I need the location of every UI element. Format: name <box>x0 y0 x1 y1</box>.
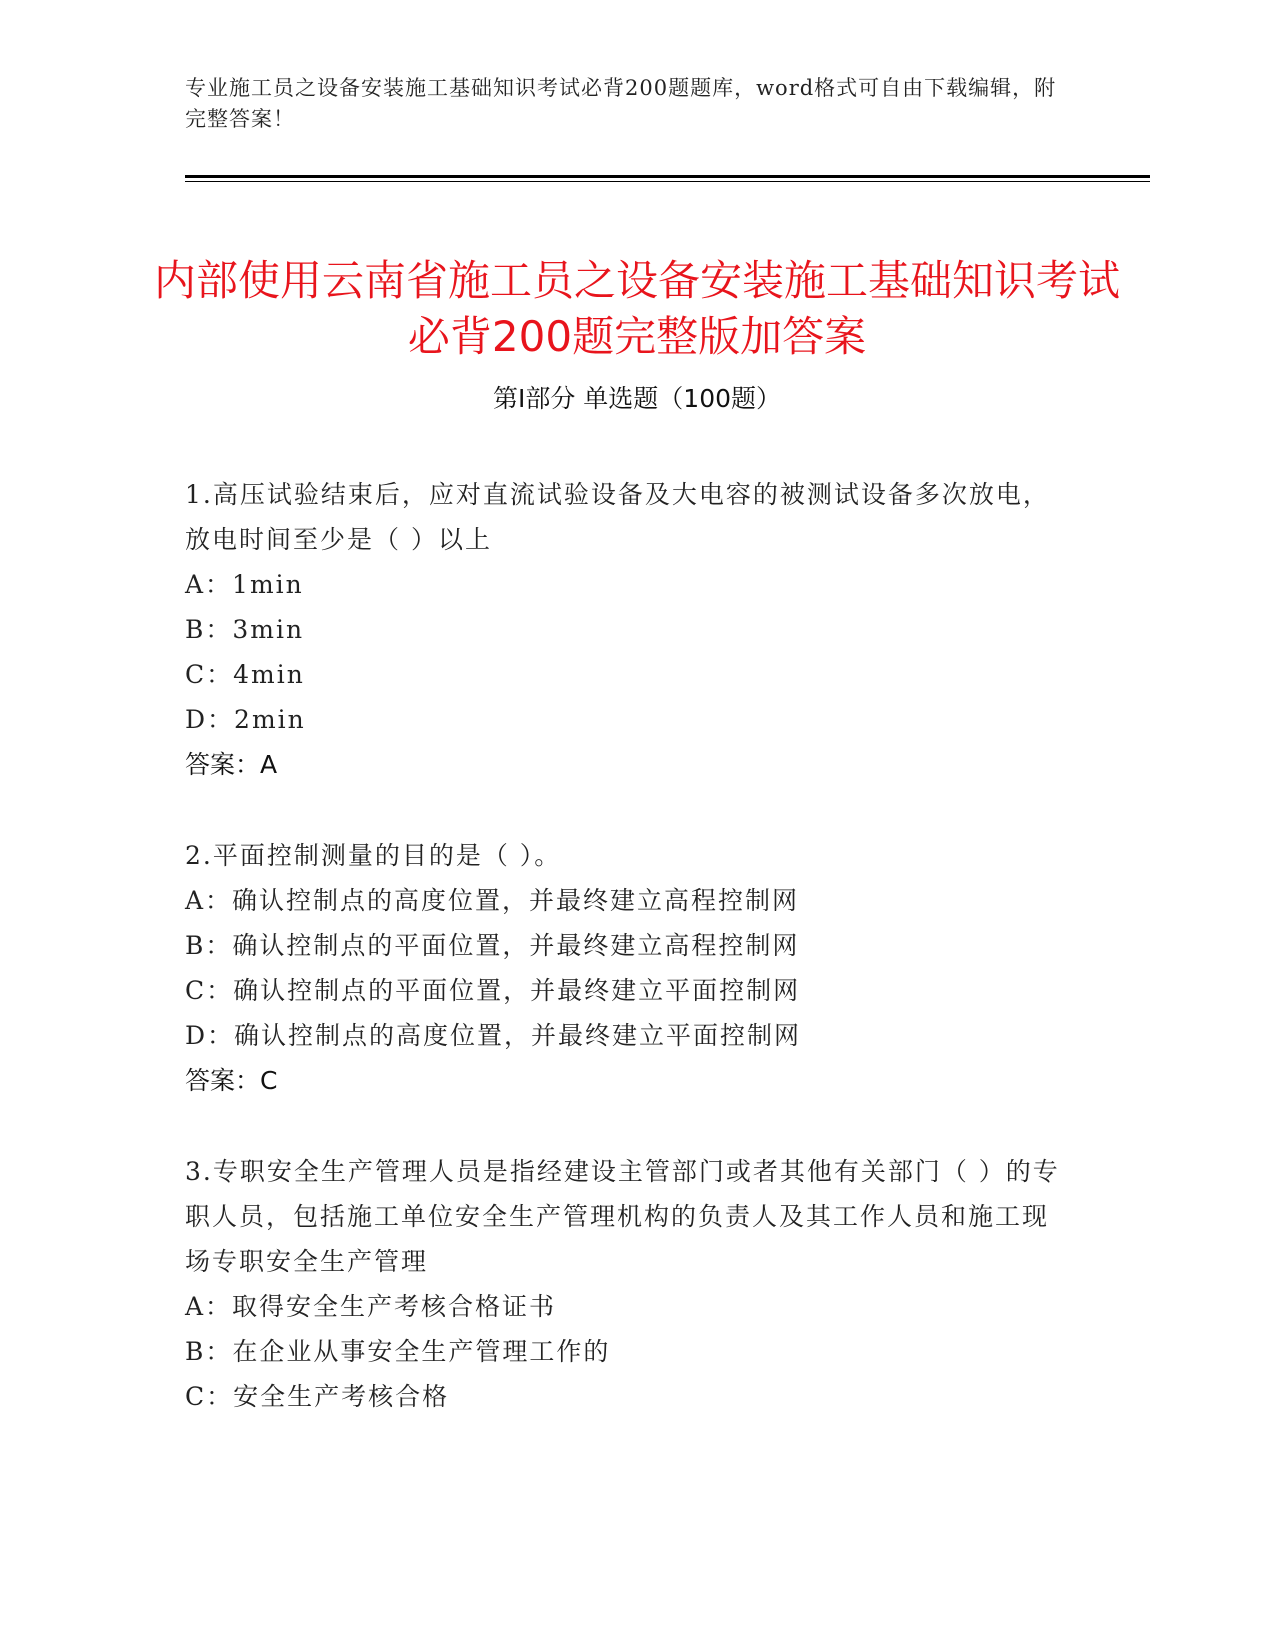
option-c: C：安全生产考核合格 <box>185 1382 450 1411</box>
option-c: C：确认控制点的平面位置，并最终建立平面控制网 <box>185 976 801 1005</box>
option-b: B：确认控制点的平面位置，并最终建立高程控制网 <box>185 931 800 960</box>
answer: 答案：C <box>185 1066 278 1095</box>
answer: 答案：A <box>185 750 278 779</box>
header-divider-thick <box>185 175 1150 178</box>
option-d: D：确认控制点的高度位置，并最终建立平面控制网 <box>185 1021 802 1050</box>
option-b: B：3min <box>185 615 305 644</box>
option-a: A：取得安全生产考核合格证书 <box>185 1292 557 1321</box>
question-stem: 3.专职安全生产管理人员是指经建设主管部门或者其他有关部门（ ）的专职人员，包括施工单位安全生产管理机构的负责人及其工作人员和施工现场专职安全生产管理 <box>185 1157 1060 1276</box>
header-note: 专业施工员之设备安装施工基础知识考试必背200题题库，word格式可自由下载编辑，附完整答案！ <box>185 76 1057 131</box>
option-b: B：在企业从事安全生产管理工作的 <box>185 1337 611 1366</box>
document-title: 内部使用云南省施工员之设备安装施工基础知识考试必背200题完整版加答案 <box>153 256 1120 362</box>
option-d: D：2min <box>185 705 306 734</box>
option-a: A：确认控制点的高度位置，并最终建立高程控制网 <box>185 886 800 915</box>
question-2 <box>185 833 1065 1103</box>
option-a: A：1min <box>185 570 304 599</box>
question-stem: 2.平面控制测量的目的是（ ）。 <box>185 841 562 870</box>
question-1 <box>185 472 1065 787</box>
question-list <box>185 472 1065 1465</box>
section-heading: 第Ⅰ部分 单选题（100题） <box>492 384 782 413</box>
question-3 <box>185 1149 1065 1419</box>
header-divider-thin <box>185 181 1150 182</box>
option-c: C：4min <box>185 660 305 689</box>
question-stem: 1.高压试验结束后，应对直流试验设备及大电容的被测试设备多次放电，放电时间至少是（ ）以上 <box>185 480 1050 554</box>
